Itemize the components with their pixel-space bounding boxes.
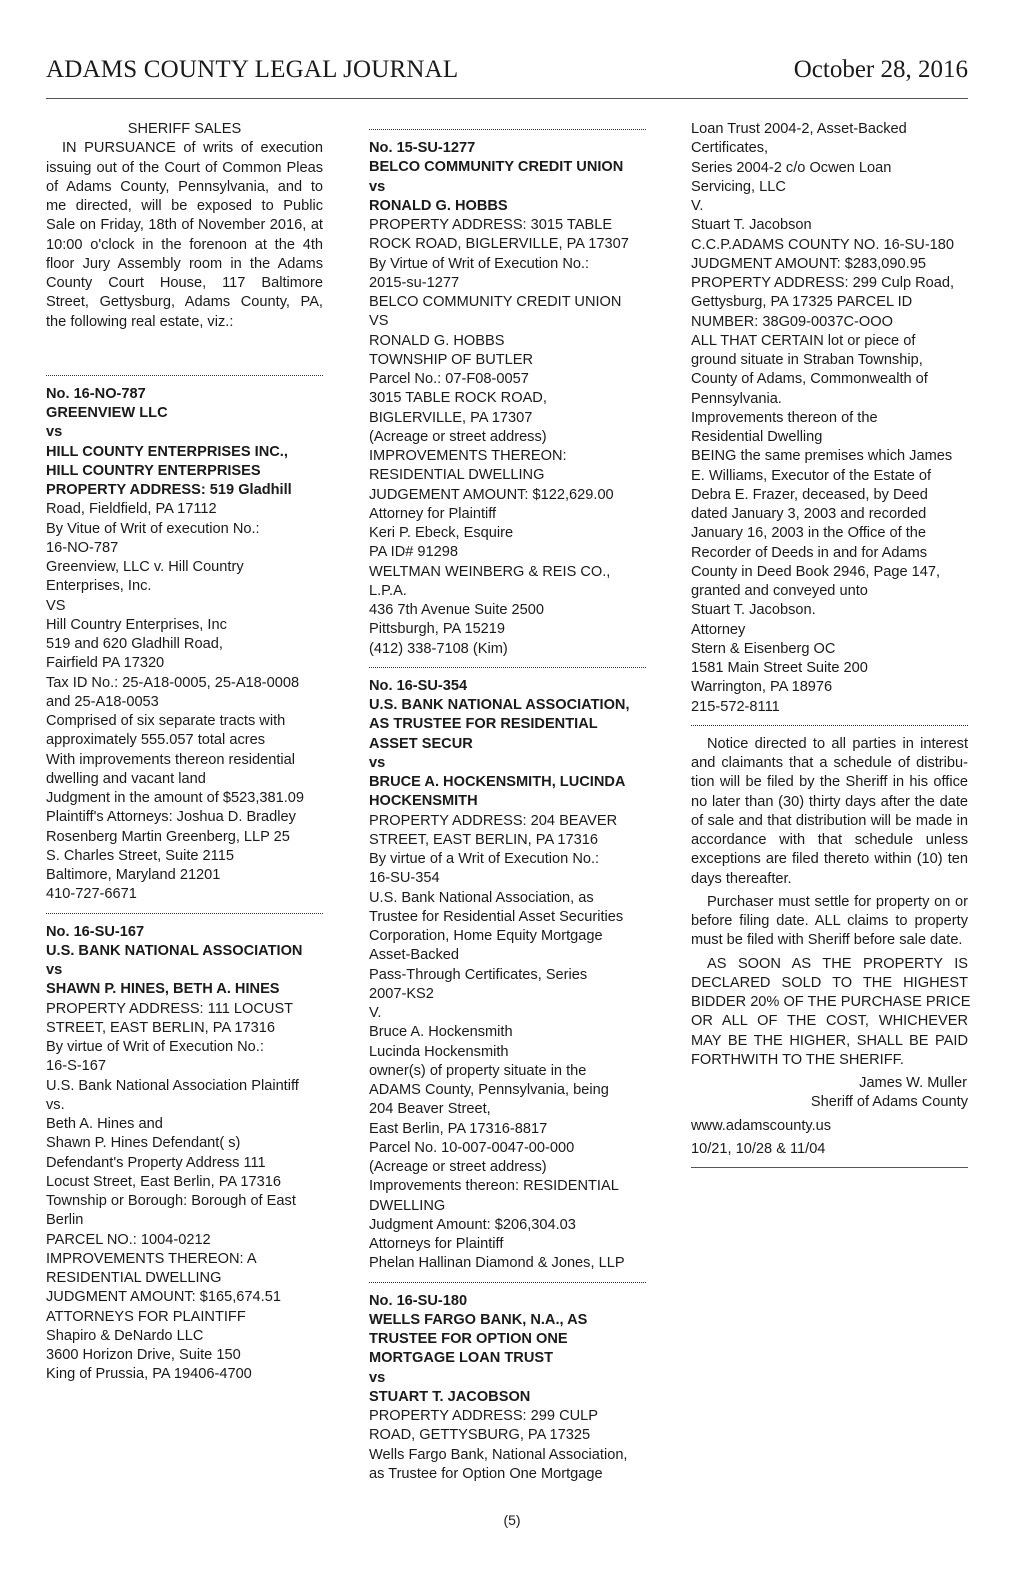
case-line: Improvements thereon: RESIDENTIAL	[369, 1178, 619, 1195]
case-line: JUDGMENT AMOUNT: $165,674.51	[46, 1289, 281, 1306]
case-line: Tax ID No.: 25-A18-0005, 25-A18-0008	[46, 674, 300, 691]
case-line: Judgment Amount: $206,304.03	[369, 1216, 576, 1233]
case-line: S. Charles Street, Suite 2115	[46, 847, 234, 864]
case-number: No. 16-SU-167	[46, 923, 145, 940]
case-line: Trustee for Residential Asset Securities	[369, 908, 624, 925]
defendant: HILL COUNTRY ENTERPRISES	[46, 462, 261, 479]
case-line: Shawn P. Hines Defendant( s)	[46, 1135, 241, 1152]
case-line: BELCO COMMUNITY CREDIT UNION	[369, 294, 622, 310]
case-line: VS	[369, 313, 389, 330]
case-line: County of Adams, Commonwealth of	[691, 371, 928, 388]
defendant: BRUCE A. HOCKENSMITH, LUCINDA	[369, 774, 626, 790]
intro-line: 10:00 o'clock in the forenoon at the 4th	[46, 236, 323, 253]
versus: vs	[369, 178, 386, 195]
case-15-su-1277	[369, 139, 646, 659]
case-line: Improvements thereon of the	[691, 409, 878, 426]
case-line: V.	[691, 198, 704, 214]
defendant: STUART T. JACOBSON	[369, 1388, 531, 1405]
notice-line: of sale and that distribution will be made in	[691, 812, 968, 829]
defendant: HOCKENSMITH	[369, 793, 478, 810]
column-2	[369, 120, 646, 1484]
intro-line: floor Jury Assembly room in the Adams	[46, 255, 323, 272]
page-number: (5)	[503, 1512, 521, 1528]
intro-line: issuing out of the Court of Common Pleas	[46, 159, 323, 176]
case-line: Recorder of Deeds in and for Adams	[691, 544, 928, 561]
intro-line: me directed, will be exposed to Public	[46, 198, 323, 214]
section-divider	[369, 1282, 646, 1283]
case-line: TOWNSHIP OF BUTLER	[369, 351, 534, 368]
case-line: RESIDENTIAL DWELLING	[369, 467, 545, 484]
case-line: VS	[46, 597, 66, 614]
plaintiff: MORTGAGE LOAN TRUST	[369, 1350, 554, 1367]
notice-line: FORTHWITH TO THE SHERIFF.	[691, 1051, 904, 1068]
notice-line: Notice directed to all parties in interest	[707, 735, 968, 752]
case-line: Berlin	[46, 1212, 84, 1229]
distribution-notice	[691, 735, 968, 889]
section-divider	[369, 129, 646, 130]
case-line: 410-727-6671	[46, 886, 137, 903]
case-line: 3015 TABLE ROCK ROAD,	[369, 390, 547, 407]
notice-line: no later than (30) thirty days after the date	[691, 793, 968, 810]
case-number: No. 16-SU-180	[369, 1292, 468, 1309]
plaintiff: AS TRUSTEE FOR RESIDENTIAL	[369, 716, 598, 733]
plaintiff: TRUSTEE FOR OPTION ONE	[369, 1331, 568, 1347]
case-line: ground situate in Straban Township,	[691, 352, 923, 368]
intro-line: IN PURSUANCE of writs of execution	[62, 140, 323, 157]
case-line: PA ID# 91298	[369, 544, 458, 561]
case-line: approximately 555.057 total acres	[46, 732, 266, 749]
case-line: By virtue of Writ of Execution No.:	[46, 1039, 264, 1055]
case-line: King of Prussia, PA 19406-4700	[46, 1366, 252, 1383]
case-line: Stern & Eisenberg OC	[691, 640, 836, 657]
case-line: 519 and 620 Gladhill Road,	[46, 636, 223, 652]
case-line: Locust Street, East Berlin, PA 17316	[46, 1173, 281, 1190]
notice-line: DECLARED SOLD TO THE HIGHEST	[691, 974, 968, 991]
signature-name: James W. Muller	[859, 1075, 967, 1091]
intro-line: Sale on Friday, 18th of November 2016, at	[46, 217, 323, 234]
case-line: East Berlin, PA 17316-8817	[369, 1120, 548, 1137]
case-line: PROPERTY ADDRESS: 299 Culp Road,	[691, 275, 955, 291]
end-rule	[691, 1167, 968, 1168]
case-16-no-787	[46, 385, 323, 905]
notice-line: AS SOON AS THE PROPERTY IS	[707, 955, 968, 972]
case-line: County in Deed Book 2946, Page 147,	[691, 563, 941, 580]
case-line: Attorney	[691, 621, 746, 638]
case-line: Servicing, LLC	[691, 178, 786, 195]
case-number: No. 16-NO-787	[46, 385, 146, 402]
case-number: No. 16-SU-354	[369, 677, 468, 694]
case-line: Greenview, LLC v. Hill Country	[46, 559, 244, 575]
case-line: granted and conveyed unto	[691, 583, 868, 599]
notice-line: exceptions are filed thereto within (10) ten	[691, 851, 968, 868]
case-line: Pass-Through Certificates, Series	[369, 966, 588, 983]
case-line: Warrington, PA 18976	[691, 679, 833, 696]
notice-line: must be filed with Sheriff before sale date.	[691, 932, 963, 949]
defendant: RONALD G. HOBBS	[369, 197, 508, 214]
case-line: 215-572-8111	[691, 698, 780, 715]
notice-line: accordance with that schedule unless	[691, 832, 968, 848]
case-line: U.S. Bank National Association Plaintiff	[46, 1077, 299, 1094]
case-line: L.P.A.	[369, 582, 407, 599]
case-line: By Virtue of Writ of Execution No.:	[369, 255, 590, 272]
case-line: E. Williams, Executor of the Estate of	[691, 467, 932, 484]
case-line: Attorney for Plaintiff	[369, 505, 497, 522]
case-line: V.	[369, 1005, 382, 1021]
plaintiff: GREENVIEW LLC	[46, 405, 168, 421]
case-line: 3600 Horizon Drive, Suite 150	[46, 1347, 241, 1363]
website-link[interactable]: www.adamscounty.us	[691, 1117, 832, 1134]
section-divider	[369, 667, 646, 668]
case-line: ATTORNEYS FOR PLAINTIFF	[46, 1308, 246, 1325]
case-line: (412) 338-7108 (Kim)	[369, 640, 508, 657]
case-line: ROCK ROAD, BIGLERVILLE, PA 17307	[369, 236, 629, 253]
case-16-su-354	[369, 677, 646, 1274]
notice-line: MAY BE THE HIGHER, SHALL BE PAID	[691, 1032, 968, 1049]
case-line: Baltimore, Maryland 21201	[46, 867, 221, 883]
versus: vs	[46, 962, 63, 978]
case-line: (Acreage or street address)	[369, 428, 547, 445]
case-line: Residential Dwelling	[691, 429, 823, 445]
case-line: 16-SU-354	[369, 870, 440, 887]
journal-title: ADAMS COUNTY LEGAL JOURNAL	[46, 56, 459, 83]
case-line: PARCEL NO.: 1004-0212	[46, 1231, 211, 1248]
case-line: Township or Borough: Borough of East	[46, 1193, 296, 1209]
plaintiff: WELLS FARGO BANK, N.A., AS	[369, 1311, 588, 1328]
defendant: HILL COUNTY ENTERPRISES INC.,	[46, 443, 288, 460]
case-line: PROPERTY ADDRESS: 111 LOCUST	[46, 1000, 294, 1017]
case-line: 204 Beaver Street,	[369, 1101, 491, 1118]
case-line: NUMBER: 38G09-0037C-OOO	[691, 313, 893, 330]
case-line: vs.	[46, 1096, 65, 1113]
case-line: By virtue of a Writ of Execution No.:	[369, 851, 600, 867]
case-line: Wells Fargo Bank, National Association,	[369, 1446, 628, 1463]
sheriff-sales-heading: SHERIFF SALES	[127, 121, 242, 137]
case-line: Lucinda Hockensmith	[369, 1043, 509, 1060]
case-line: Rosenberg Martin Greenberg, LLP 25	[46, 828, 290, 845]
case-line: Debra E. Frazer, deceased, by Deed	[691, 486, 928, 503]
case-line: Road, Fieldfield, PA 17112	[46, 501, 217, 518]
case-line: Attorneys for Plaintiff	[369, 1236, 504, 1252]
intro-line: of Adams County, Pennsylvania, and to	[46, 178, 323, 195]
case-line: U.S. Bank National Association, as	[369, 889, 594, 906]
intro-line: Street, Gettysburg, Adams County, PA,	[46, 294, 323, 311]
case-line: Loan Trust 2004-2, Asset-Backed	[691, 121, 907, 137]
case-number: No. 15-SU-1277	[369, 140, 476, 156]
purchaser-notice	[691, 893, 968, 951]
section-divider	[46, 913, 323, 914]
case-line: Series 2004-2 c/o Ocwen Loan	[691, 159, 892, 176]
case-line: ROAD, GETTYSBURG, PA 17325	[369, 1427, 591, 1444]
plaintiff: U.S. BANK NATIONAL ASSOCIATION,	[369, 697, 630, 713]
case-line: Pennsylvania.	[691, 390, 782, 407]
case-line: Stuart T. Jacobson	[691, 217, 812, 234]
case-line: BIGLERVILLE, PA 17307	[369, 409, 533, 426]
case-16-su-180-continued	[691, 120, 968, 717]
case-line: PROPERTY ADDRESS: 204 BEAVER	[369, 812, 618, 829]
section-divider	[46, 375, 323, 376]
case-line: 2015-su-1277	[369, 274, 460, 291]
intro-paragraph	[46, 139, 323, 332]
case-line: 1581 Main Street Suite 200	[691, 660, 868, 676]
plaintiff: U.S. BANK NATIONAL ASSOCIATION	[46, 942, 303, 959]
versus: vs	[46, 424, 63, 441]
case-line: RONALD G. HOBBS	[369, 332, 505, 349]
case-line: dwelling and vacant land	[46, 770, 206, 787]
case-line: Hill Country Enterprises, Inc	[46, 616, 227, 633]
case-line: Corporation, Home Equity Mortgage	[369, 928, 603, 944]
case-line: By Vitue of Writ of execution No.:	[46, 520, 260, 537]
case-line: 16-NO-787	[46, 539, 119, 556]
case-line: JUDGEMENT AMOUNT: $122,629.00	[369, 486, 614, 503]
notice-line: tion will be filed by the Sheriff in his office	[691, 774, 968, 791]
case-line: Asset-Backed	[369, 947, 460, 964]
case-line: Enterprises, Inc.	[46, 578, 152, 595]
case-line: JUDGMENT AMOUNT: $283,090.95	[691, 255, 926, 272]
case-line: STREET, EAST BERLIN, PA 17316	[369, 831, 599, 848]
case-line: Comprised of six separate tracts with	[46, 713, 286, 729]
issue-date: October 28, 2016	[793, 56, 968, 83]
case-line: Keri P. Ebeck, Esquire	[369, 525, 514, 541]
case-line: PROPERTY ADDRESS: 3015 TABLE	[369, 217, 613, 233]
intro-line: the following real estate, viz.:	[46, 313, 234, 330]
notice-line: before filing date. ALL claims to property	[691, 913, 968, 929]
notice-line: OR ALL OF THE COST, WHICHEVER	[691, 1013, 968, 1030]
case-line: With improvements thereon residential	[46, 751, 296, 768]
case-16-su-167	[46, 923, 323, 1385]
signature-title: Sheriff of Adams County	[810, 1094, 968, 1111]
case-line: Pittsburgh, PA 15219	[369, 621, 506, 638]
case-line: January 16, 2003 in the Office of the	[691, 525, 927, 542]
case-line: Defendant's Property Address 111	[46, 1154, 266, 1171]
case-line: Phelan Hallinan Diamond & Jones, LLP	[369, 1255, 625, 1272]
case-line: STREET, EAST BERLIN, PA 17316	[46, 1019, 276, 1036]
case-line: Gettysburg, PA 17325 PARCEL ID	[691, 294, 913, 311]
case-line: Plaintiff's Attorneys: Joshua D. Bradley	[46, 809, 296, 826]
case-line: C.C.P.ADAMS COUNTY NO. 16-SU-180	[691, 236, 955, 253]
case-line: 16-S-167	[46, 1058, 107, 1075]
property-address-heading: PROPERTY ADDRESS: 519 Gladhill	[46, 482, 292, 498]
page-header	[46, 54, 968, 99]
case-line: RESIDENTIAL DWELLING	[46, 1270, 222, 1286]
case-line: Shapiro & DeNardo LLC	[46, 1327, 204, 1344]
run-dates: 10/21, 10/28 & 11/04	[691, 1140, 826, 1157]
versus: vs	[369, 1369, 386, 1386]
payment-notice	[691, 955, 971, 1071]
column-1	[46, 120, 323, 1385]
section-divider	[691, 725, 968, 726]
intro-line: County Court House, 117 Baltimore	[46, 275, 323, 291]
case-line: Parcel No. 10-007-0047-00-000	[369, 1139, 575, 1156]
versus: vs	[369, 754, 386, 771]
case-line: 436 7th Avenue Suite 2500	[369, 602, 545, 618]
case-line: and 25-A18-0053	[46, 693, 159, 710]
case-line: (Acreage or street address)	[369, 1159, 547, 1175]
case-line: PROPERTY ADDRESS: 299 CULP	[369, 1408, 598, 1424]
case-line: Certificates,	[691, 140, 769, 157]
notice-line: Purchaser must settle for property on or	[707, 893, 968, 910]
case-line: 2007-KS2	[369, 985, 434, 1002]
plaintiff: BELCO COMMUNITY CREDIT UNION	[369, 159, 624, 176]
case-line: Bruce A. Hockensmith	[369, 1024, 513, 1041]
plaintiff: ASSET SECUR	[369, 735, 473, 752]
case-16-su-180	[369, 1292, 646, 1485]
case-line: Beth A. Hines and	[46, 1116, 163, 1132]
defendant: SHAWN P. HINES, BETH A. HINES	[46, 981, 280, 998]
case-line: BEING the same premises which James	[691, 448, 953, 465]
case-line: ADAMS County, Pennsylvania, being	[369, 1082, 609, 1098]
case-line: IMPROVEMENTS THEREON:	[369, 448, 567, 464]
case-line: Parcel No.: 07-F08-0057	[369, 371, 529, 387]
notice-line: and claimants that a schedule of distribu-	[691, 755, 968, 771]
case-line: Stuart T. Jacobson.	[691, 602, 816, 619]
case-line: Judgment in the amount of $523,381.09	[46, 790, 305, 806]
case-line: owner(s) of property situate in the	[369, 1062, 587, 1079]
column-3	[691, 120, 971, 1168]
case-line: dated January 3, 2003 and recorded	[691, 506, 927, 522]
case-line: WELTMAN WEINBERG & REIS CO.,	[369, 563, 611, 580]
case-line: IMPROVEMENTS THEREON: A	[46, 1250, 257, 1267]
case-line: ALL THAT CERTAIN lot or piece of	[691, 332, 916, 349]
notice-line: days thereafter.	[691, 870, 792, 887]
case-line: Fairfield PA 17320	[46, 655, 165, 672]
case-line: as Trustee for Option One Mortgage	[369, 1465, 603, 1482]
notice-line: BIDDER 20% OF THE PURCHASE PRICE	[691, 994, 971, 1010]
case-line: DWELLING	[369, 1197, 446, 1214]
